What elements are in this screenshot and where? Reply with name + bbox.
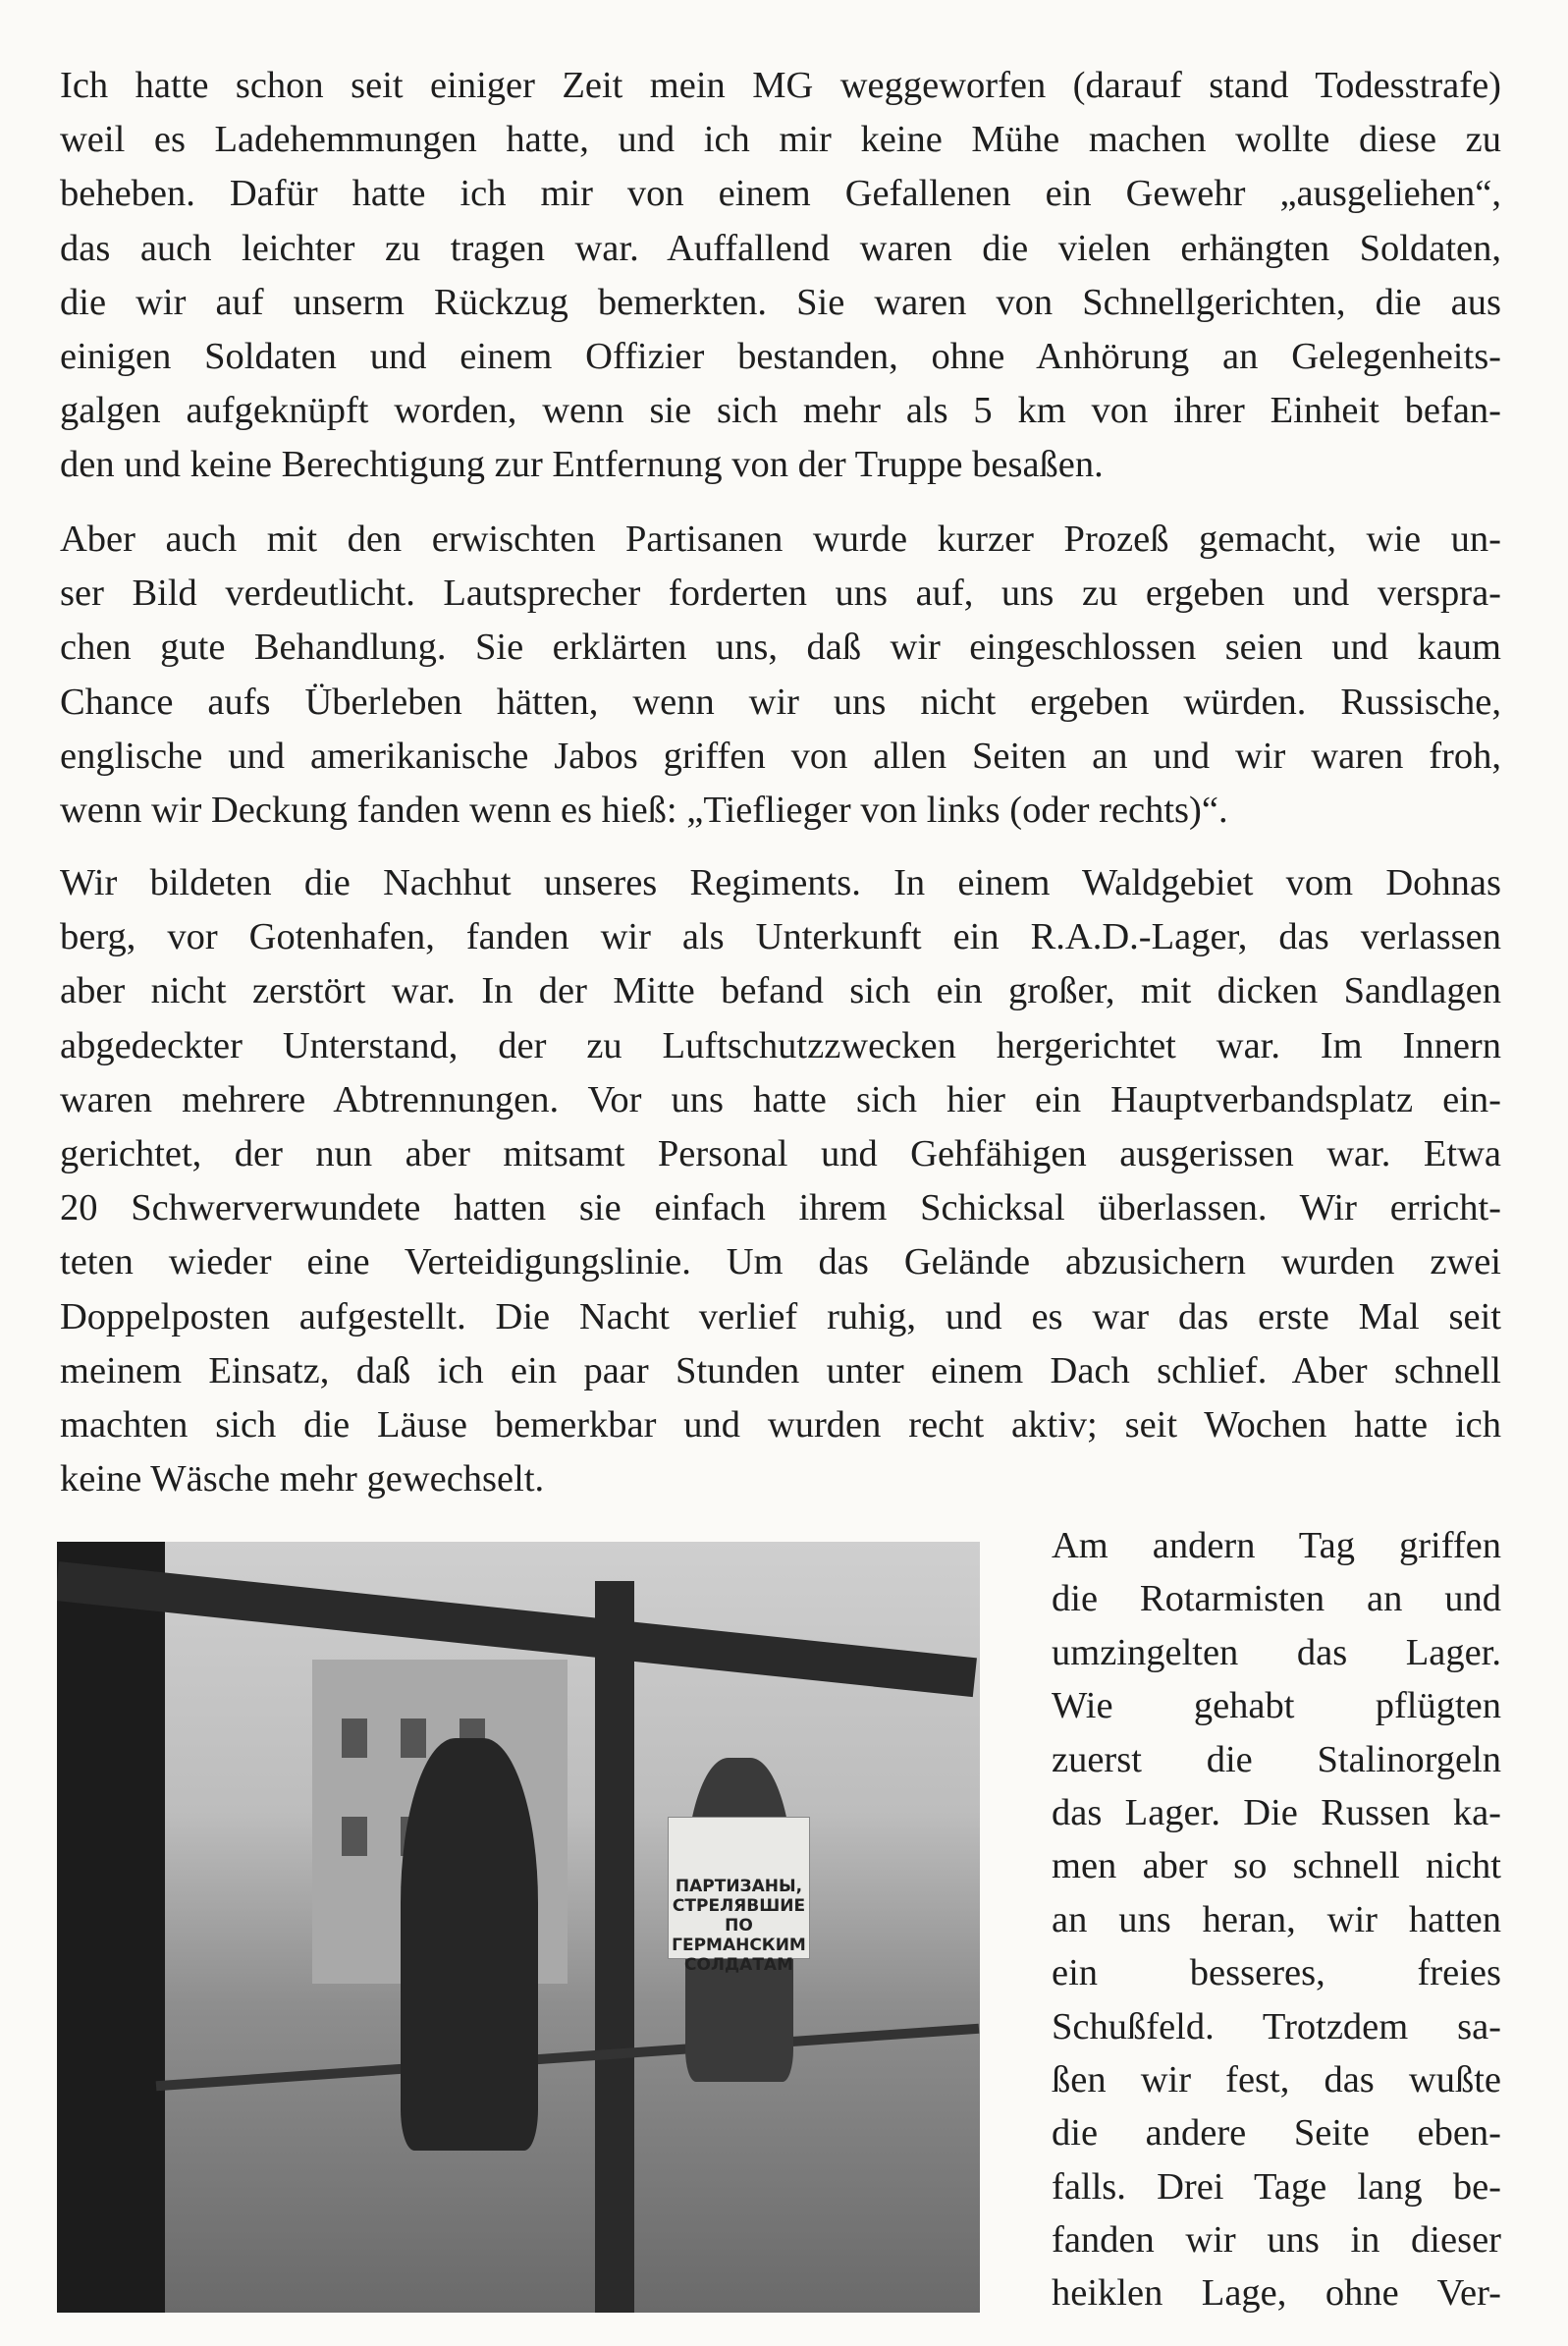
text-line: aber nicht zerstört war. In der Mitte befand sich ein großer, mit dicken Sandlagen [60, 970, 1501, 1012]
text-line: umzingelten das Lager. [1052, 1631, 1501, 1673]
text-line: heiklen Lage, ohne Ver- [1052, 2272, 1501, 2315]
gallows-post-middle [595, 1581, 634, 2313]
sign-line: ГЕРМАНСКИМ [672, 1936, 806, 1955]
text-line: Ich hatte schon seit einiger Zeit mein MG weggeworfen (darauf stand Todesstrafe) [60, 65, 1501, 106]
text-line: Wie gehabt pflügten [1052, 1685, 1501, 1727]
text-line: teten wieder eine Verteidigungslinie. Um das Gelände abzusichern wurden zwei [60, 1241, 1501, 1283]
text-line: Am andern Tag griffen [1052, 1525, 1501, 1566]
text-line: Doppelposten aufgestellt. Die Nacht verlief ruhig, und es war das erste Mal seit [60, 1295, 1501, 1337]
text-line: beheben. Dafür hatte ich mir von einem Gefallenen ein Gewehr „ausgeliehen“, [60, 173, 1501, 215]
hanged-figure-front [401, 1738, 538, 2151]
text-line: Schußfeld. Trotzdem sa- [1052, 2005, 1501, 2047]
text-line: 20 Schwerverwundete hatten sie einfach ihrem Schicksal überlassen. Wir erricht- [60, 1187, 1501, 1229]
gallows-post-left [57, 1542, 165, 2313]
text-line: abgedeckter Unterstand, der zu Luftschutzzwecken hergerichtet war. Im Innern [60, 1024, 1501, 1066]
text-line: Chance aufs Überleben hätten, wenn wir uns nicht ergeben würden. Russische, [60, 681, 1501, 723]
text-line: einigen Soldaten und einem Offizier bestanden, ohne Anhörung an Gelegenheits- [60, 335, 1501, 377]
text-line: machten sich die Läuse bemerkbar und wurden recht aktiv; seit Wochen hatte ich [60, 1403, 1501, 1446]
text-line: zuerst die Stalinorgeln [1052, 1738, 1501, 1780]
text-line: die wir auf unserm Rückzug bemerkten. Sie waren von Schnellgerichten, die aus [60, 281, 1501, 323]
text-line: englische und amerikanische Jabos griffen von allen Seiten an und wir waren froh, [60, 735, 1501, 777]
side-column-text [1052, 1519, 1501, 2320]
text-line: ein besseres, freies [1052, 1952, 1501, 1994]
text-line: die Rotarmisten an und [1052, 1578, 1501, 1620]
text-line: ßen wir fest, das wußte [1052, 2058, 1501, 2100]
text-line: die andere Seite eben- [1052, 2112, 1501, 2155]
text-line: Aber auch mit den erwischten Partisanen wurde kurzer Prozeß gemacht, wie un- [60, 518, 1501, 560]
text-line: keine Wäsche mehr gewechselt. [60, 1458, 545, 1500]
text-line: waren mehrere Abtrennungen. Vor uns hatte sich hier ein Hauptverbandsplatz ein- [60, 1078, 1501, 1120]
text-line: galgen aufgeknüpft worden, wenn sie sich mehr als 5 km von ihrer Einheit befan- [60, 390, 1501, 432]
text-line: falls. Drei Tage lang be- [1052, 2165, 1501, 2208]
text-line: an uns heran, wir hatten [1052, 1898, 1501, 1940]
fence-rail [156, 2024, 980, 2092]
text-line: chen gute Behandlung. Sie erklärten uns, daß wir eingeschlossen seien und kaum [60, 627, 1501, 669]
photo-sign [668, 1817, 810, 1975]
text-line: das auch leichter zu tragen war. Auffallend waren die vielen erhängten Soldaten, [60, 227, 1501, 269]
paragraph-1 [60, 59, 1501, 493]
text-line: ser Bild verdeutlicht. Lautsprecher forderten uns auf, uns zu ergeben und verspra- [60, 573, 1501, 615]
paragraph-3 [60, 856, 1501, 1506]
paragraph-2 [60, 513, 1501, 838]
sign-line: СОЛДАТАМ [683, 1955, 793, 1975]
sign-line: СТРЕЛЯВШИЕ ПО [672, 1896, 806, 1936]
text-line: Wir bildeten die Nachhut unseres Regiments. In einem Waldgebiet vom Dohnas [60, 862, 1501, 903]
text-line: weil es Ladehemmungen hatte, und ich mir keine Mühe machen wollte diese zu [60, 119, 1501, 161]
text-line: den und keine Berechtigung zur Entfernung von der Truppe besaßen. [60, 444, 1104, 486]
text-line: meinem Einsatz, daß ich ein paar Stunden unter einem Dach schlief. Aber schnell [60, 1349, 1501, 1391]
text-line: wenn wir Deckung fanden wenn es hieß: „Tieflieger von links (oder rechts)“. [60, 789, 1228, 831]
text-line: das Lager. Die Russen ka- [1052, 1791, 1501, 1833]
photo-hanged-partisans [57, 1542, 980, 2313]
text-line: men aber so schnell nicht [1052, 1845, 1501, 1887]
text-line: gerichtet, der nun aber mitsamt Personal und Gehfähigen ausgerissen war. Etwa [60, 1132, 1501, 1174]
sign-line: ПАРТИЗАНЫ, [675, 1877, 803, 1896]
text-line: fanden wir uns in dieser [1052, 2219, 1501, 2262]
text-line: berg, vor Gotenhafen, fanden wir als Unterkunft ein R.A.D.-Lager, das verlassen [60, 916, 1501, 958]
